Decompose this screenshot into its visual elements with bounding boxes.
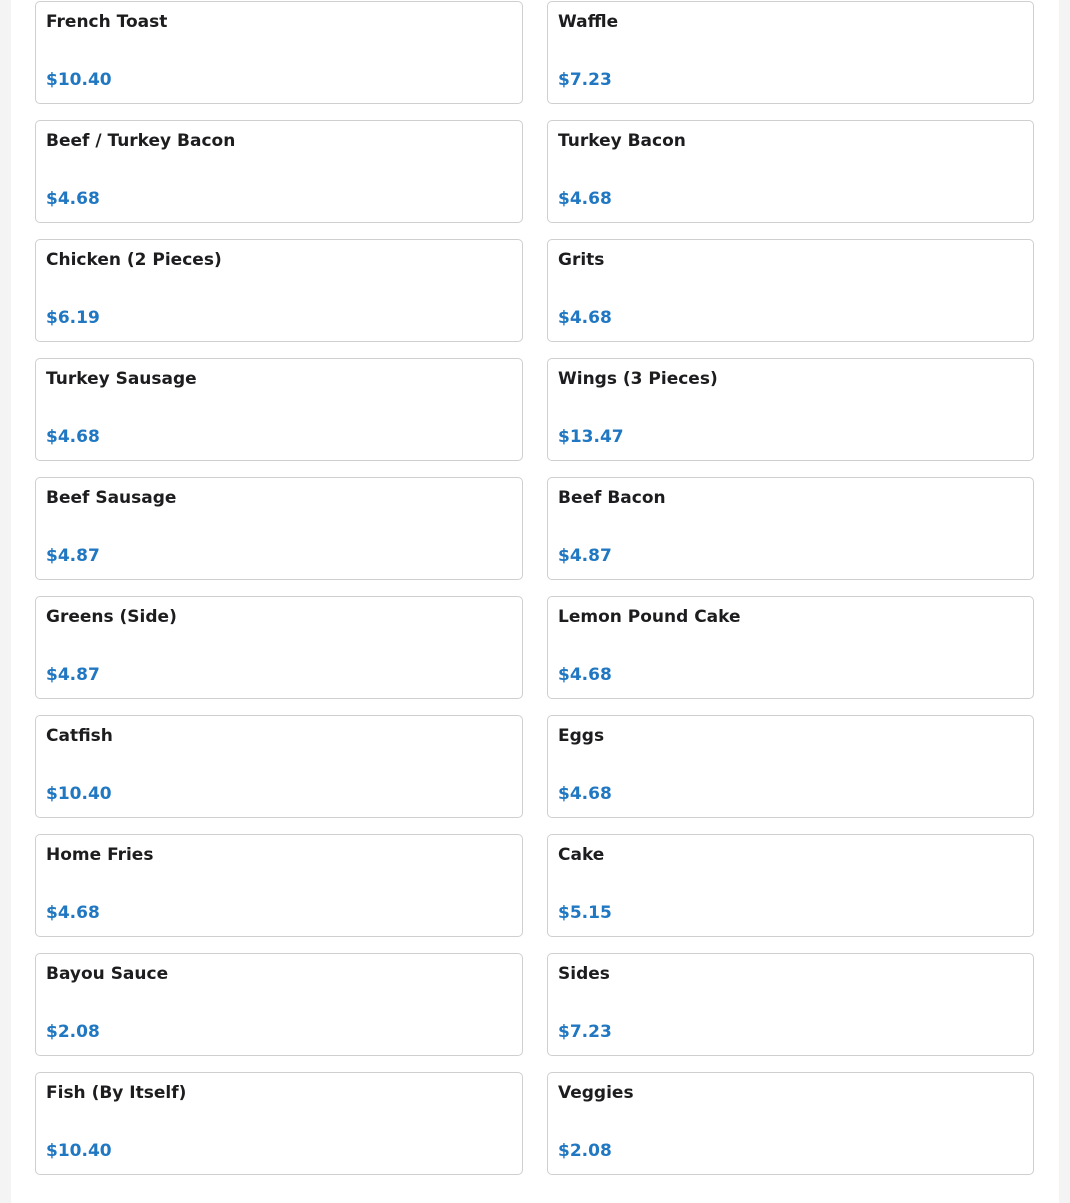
item-price: $6.19	[46, 308, 100, 328]
menu-item-card[interactable]	[547, 239, 1034, 342]
menu-item-card[interactable]	[547, 834, 1034, 937]
menu-item-card[interactable]	[35, 239, 523, 342]
item-name: Lemon Pound Cake	[558, 607, 741, 627]
item-price: $4.68	[46, 903, 100, 923]
menu-item-card[interactable]	[547, 953, 1034, 1056]
menu-item-card[interactable]	[547, 1, 1034, 104]
item-name: Wings (3 Pieces)	[558, 369, 718, 389]
menu-item-card[interactable]	[35, 1, 523, 104]
menu-item-card[interactable]	[547, 715, 1034, 818]
menu-item-grid	[35, 1, 1034, 1175]
item-name: Beef Bacon	[558, 488, 666, 508]
menu-item-card[interactable]	[35, 596, 523, 699]
item-name: Turkey Sausage	[46, 369, 197, 389]
item-price: $4.68	[558, 665, 612, 685]
item-price: $4.87	[46, 665, 100, 685]
item-price: $10.40	[46, 1141, 112, 1161]
item-price: $4.68	[46, 189, 100, 209]
menu-item-card[interactable]	[547, 596, 1034, 699]
item-price: $7.23	[558, 1022, 612, 1042]
menu-page	[11, 0, 1059, 1203]
menu-item-card[interactable]	[547, 477, 1034, 580]
item-name: Veggies	[558, 1083, 634, 1103]
item-name: Home Fries	[46, 845, 154, 865]
menu-item-card[interactable]	[35, 1072, 523, 1175]
menu-item-card[interactable]	[547, 120, 1034, 223]
item-price: $2.08	[46, 1022, 100, 1042]
menu-item-card[interactable]	[35, 120, 523, 223]
item-name: Sides	[558, 964, 610, 984]
menu-item-card[interactable]	[547, 1072, 1034, 1175]
item-price: $5.15	[558, 903, 612, 923]
menu-item-card[interactable]	[547, 358, 1034, 461]
item-name: Waffle	[558, 12, 619, 32]
item-name: Chicken (2 Pieces)	[46, 250, 222, 270]
item-price: $4.87	[46, 546, 100, 566]
item-price: $4.87	[558, 546, 612, 566]
item-price: $13.47	[558, 427, 624, 447]
menu-item-card[interactable]	[35, 834, 523, 937]
item-price: $4.68	[558, 308, 612, 328]
item-price: $4.68	[46, 427, 100, 447]
item-name: Grits	[558, 250, 605, 270]
item-price: $10.40	[46, 70, 112, 90]
item-name: Beef / Turkey Bacon	[46, 131, 236, 151]
item-price: $2.08	[558, 1141, 612, 1161]
item-name: Fish (By Itself)	[46, 1083, 187, 1103]
item-name: Cake	[558, 845, 605, 865]
menu-item-card[interactable]	[35, 953, 523, 1056]
item-name: French Toast	[46, 12, 168, 32]
item-price: $4.68	[558, 189, 612, 209]
item-name: Turkey Bacon	[558, 131, 686, 151]
item-name: Greens (Side)	[46, 607, 177, 627]
item-price: $4.68	[558, 784, 612, 804]
item-name: Beef Sausage	[46, 488, 177, 508]
menu-item-card[interactable]	[35, 477, 523, 580]
menu-item-card[interactable]	[35, 715, 523, 818]
item-name: Catfish	[46, 726, 113, 746]
item-price: $7.23	[558, 70, 612, 90]
item-price: $10.40	[46, 784, 112, 804]
menu-item-card[interactable]	[35, 358, 523, 461]
item-name: Bayou Sauce	[46, 964, 169, 984]
item-name: Eggs	[558, 726, 605, 746]
